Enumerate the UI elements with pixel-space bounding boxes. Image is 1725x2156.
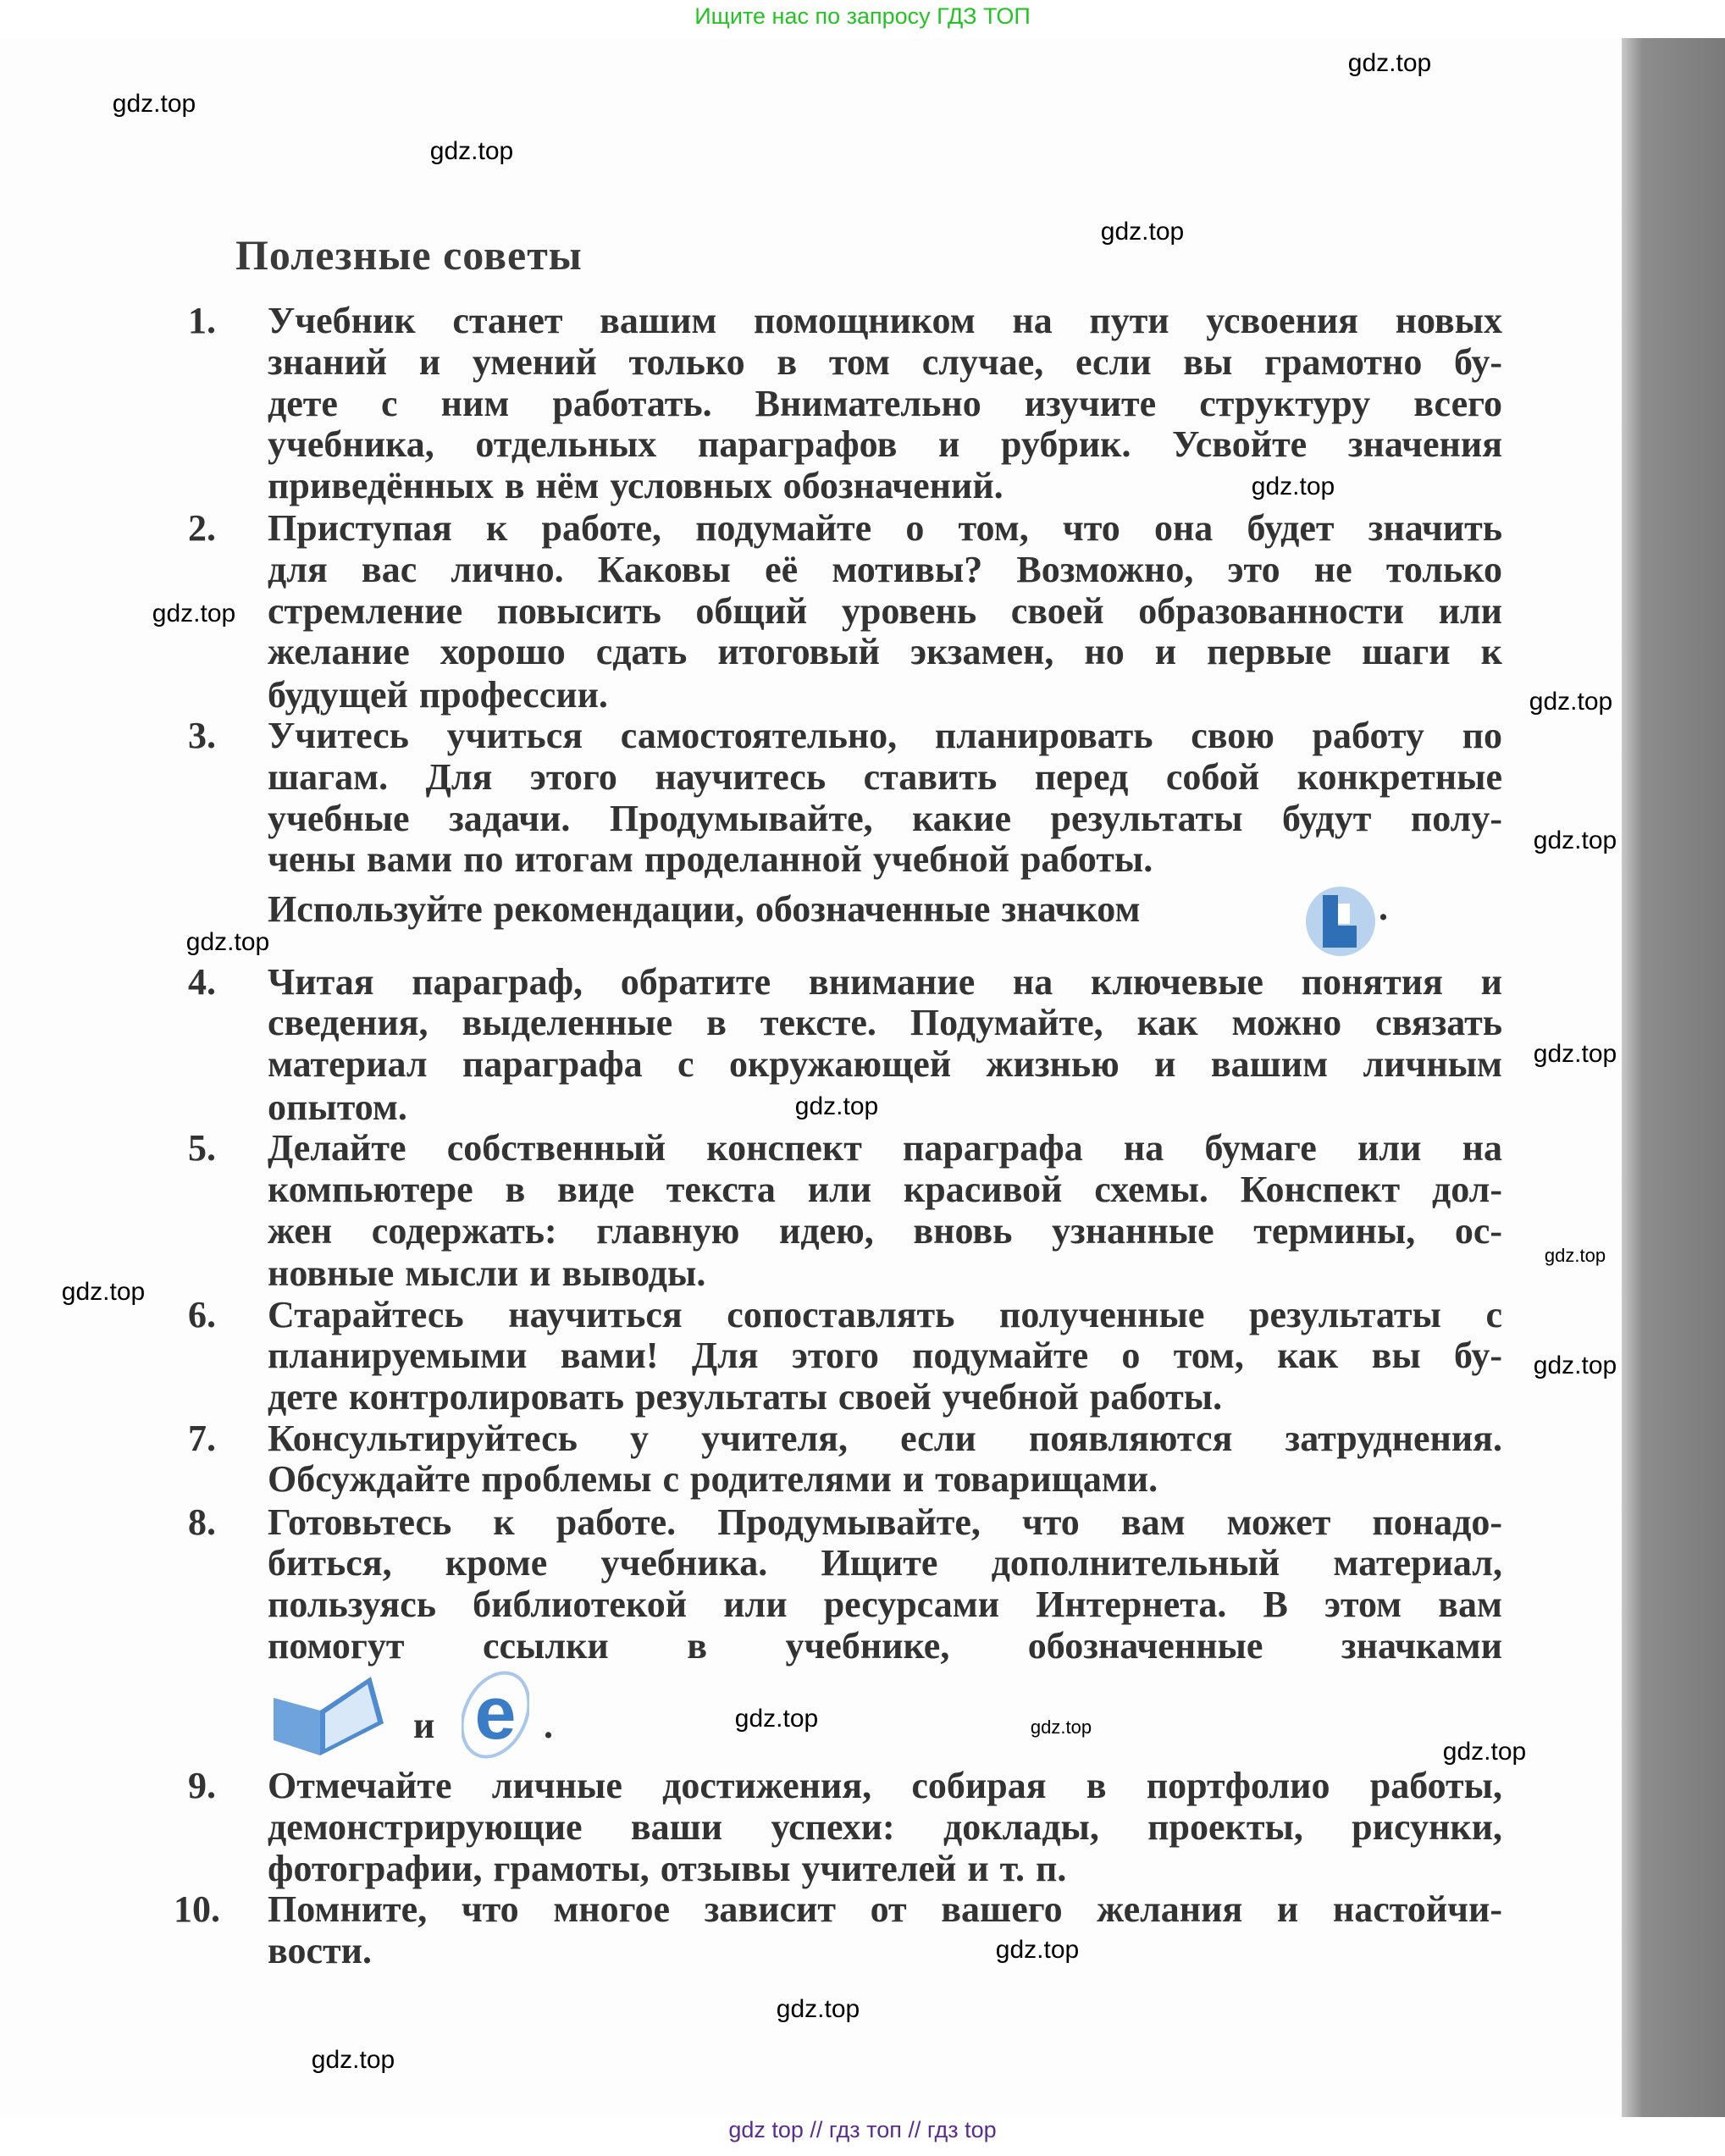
icons-period: . — [544, 1705, 553, 1746]
item-text-line: демонстрирующие ваши успехи: доклады, проекты, рисунки, — [268, 1806, 1502, 1848]
internet-explorer-icon — [462, 1664, 529, 1766]
watermark-text: gdz.top — [794, 1092, 879, 1120]
item3-period: . — [1379, 887, 1388, 928]
item-text-line: для вас лично. Каковы её мотивы? Возможно, это не только — [268, 549, 1502, 590]
watermark-text: gdz.top — [1533, 826, 1617, 854]
book-icon — [269, 1672, 388, 1757]
item-text-line: дете контролировать результаты своей учебной работы. — [268, 1376, 1223, 1418]
item-text-line: вости. — [268, 1930, 372, 1971]
watermark-text: gdz.top — [1442, 1738, 1527, 1766]
watermark-text: gdz.top — [1030, 1717, 1092, 1738]
item-text-line: будущей профессии. — [268, 674, 608, 716]
item-text-line: Читая параграф, обратите внимание на ключевые понятия и — [268, 961, 1502, 1003]
item-text-line: знаний и умений только в том случае, если вы грамотно бу- — [268, 341, 1502, 383]
item-number: 5. — [188, 1127, 216, 1169]
page-edge-shadow — [1622, 38, 1725, 2117]
item-text-line: Отмечайте личные достижения, собирая в портфолио работы, — [268, 1765, 1502, 1806]
item-text-line: опытом. — [268, 1086, 407, 1128]
watermark-text: gdz.top — [1529, 688, 1613, 716]
watermark-text: gdz.top — [1251, 473, 1335, 500]
item-text-line: Используйте рекомендации, обозначенные значком — [268, 888, 1141, 930]
watermark-text: gdz.top — [1533, 1352, 1617, 1379]
item-text-line: новные мысли и выводы. — [268, 1252, 706, 1294]
item-text-line: стремление повысить общий уровень своей образованности или — [268, 590, 1502, 632]
item-text-line: Учитесь учиться самостоятельно, планировать свою работу по — [268, 715, 1502, 756]
watermark-text: gdz.top — [734, 1705, 819, 1733]
watermark-text: gdz.top — [1533, 1040, 1617, 1068]
item-text-line: Старайтесь научиться сопоставлять полученные результаты с — [268, 1294, 1502, 1335]
item-number: 10. — [174, 1888, 220, 1930]
watermark-text: gdz.top — [185, 928, 270, 956]
item-text-line: жен содержать: главную идею, вновь узнанные термины, ос- — [268, 1210, 1502, 1252]
watermark-text: gdz.top — [1347, 49, 1432, 77]
watermark-text: gdz.top — [112, 90, 196, 118]
item-number: 8. — [188, 1501, 216, 1543]
item-number: 2. — [188, 507, 216, 549]
item-text-line: чены вами по итогам проделанной учебной работы. — [268, 838, 1153, 880]
item-text-line: учебника, отдельных параграфов и рубрик. Усвойте значения — [268, 423, 1502, 465]
item-text-line: Обсуждайте проблемы с родителями и товарищами. — [268, 1458, 1158, 1500]
item-text-line: дете с ним работать. Внимательно изучите структуру всего — [268, 383, 1502, 424]
item-text-line: материал параграфа с окружающей жизнью и вашим личным — [268, 1043, 1502, 1085]
item-text-line: сведения, выделенные в тексте. Подумайте, как можно связать — [268, 1002, 1502, 1043]
item-text-line: планируемыми вами! Для этого подумайте о том, как вы бу- — [268, 1335, 1502, 1376]
watermark-text: gdz.top — [1544, 1245, 1606, 1266]
and-word: и — [413, 1705, 435, 1746]
item-text-line: Учебник станет вашим помощником на пути усвоения новых — [268, 300, 1502, 341]
watermark-text: gdz.top — [995, 1936, 1080, 1964]
item-text-line: пользуясь библиотекой или ресурсами Интернета. В этом вам — [268, 1584, 1502, 1625]
item-number: 4. — [188, 961, 216, 1003]
item-text-line: Готовьтесь к работе. Продумывайте, что вам может понадо- — [268, 1501, 1502, 1543]
svg-text:e: e — [474, 1671, 517, 1755]
watermark-text: gdz.top — [429, 137, 514, 165]
watermark-text: gdz.top — [61, 1278, 146, 1306]
item-text-line: приведённых в нём условных обозначений. — [268, 465, 1003, 506]
item-text-line: Консультируйтесь у учителя, если появляются затруднения. — [268, 1418, 1502, 1459]
item-number: 1. — [188, 300, 216, 341]
item-text-line: шагам. Для этого научитесь ставить перед собой конкретные — [268, 756, 1502, 798]
page-title: Полезные советы — [235, 231, 583, 279]
info-icon — [1304, 885, 1377, 958]
bottom-banner[interactable]: gdz top // гдз топ // гдз top — [728, 2117, 997, 2142]
watermark-text: gdz.top — [311, 2046, 395, 2074]
item-number: 7. — [188, 1418, 216, 1459]
item-number: 3. — [188, 715, 216, 756]
item-text-line: учебные задачи. Продумывайте, какие результаты будут полу- — [268, 798, 1502, 839]
watermark-text: gdz.top — [776, 1995, 860, 2023]
item-text-line: компьютере в виде текста или красивой схемы. Конспект дол- — [268, 1169, 1502, 1210]
item-text-line: Приступая к работе, подумайте о том, что она будет значить — [268, 507, 1502, 549]
watermark-text: gdz.top — [1100, 218, 1185, 246]
item-number: 9. — [188, 1765, 216, 1806]
item-number: 6. — [188, 1294, 216, 1335]
item-text-line: биться, кроме учебника. Ищите дополнительный материал, — [268, 1542, 1502, 1584]
top-banner[interactable]: Ищите нас по запросу ГДЗ ТОП — [694, 3, 1031, 29]
item-text-line: Делайте собственный конспект параграфа на бумаге или на — [268, 1127, 1502, 1169]
item-text-line: фотографии, грамоты, отзывы учителей и т. п. — [268, 1848, 1067, 1889]
item-text-line: помогут ссылки в учебнике, обозначенные значками — [268, 1625, 1502, 1667]
item-text-line: желание хорошо сдать итоговый экзамен, но и первые шаги к — [268, 631, 1502, 672]
watermark-text: gdz.top — [152, 600, 236, 627]
item-text-line: Помните, что многое зависит от вашего желания и настойчи- — [268, 1888, 1502, 1930]
